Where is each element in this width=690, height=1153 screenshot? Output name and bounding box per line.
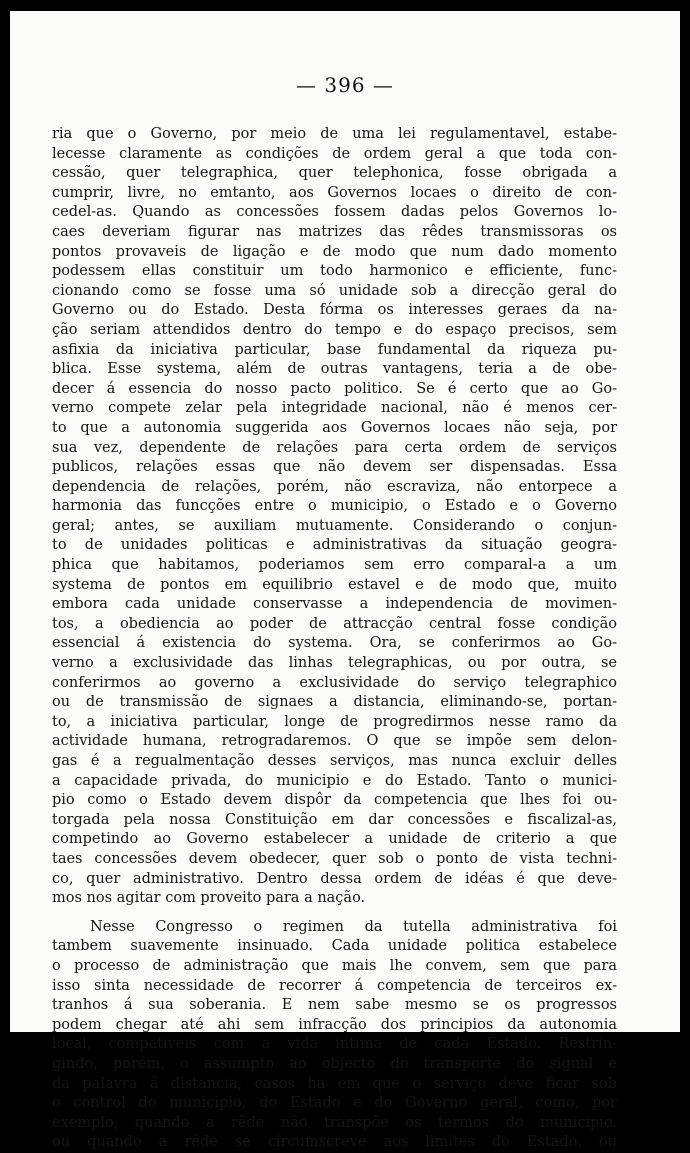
text-line: o control do municipio, do Estado e do Governo geral, como, por <box>52 1095 617 1112</box>
text-line: cessão, quer telegraphica, quer telephonica, fosse obrigada a <box>52 165 617 182</box>
text-line: a capacidade privada, do municipio e do Estado. Tanto o munici- <box>52 772 617 789</box>
text-line: cumprir, livre, no emtanto, aos Governos locaes o direito de con- <box>52 184 617 201</box>
paragraph-1 <box>52 125 617 909</box>
text-line: da palavra á distancia, casos ha em que o serviço deve ficar sob <box>52 1075 617 1092</box>
text-line: gas é a regualmentação desses serviços, mas nunca excluir delles <box>52 753 617 769</box>
text-line: gindo, porém, o assumpto ao objecto do transporte do signal e <box>52 1055 617 1072</box>
text-line: ou quando a rêde se circumscreve aos limites do Estado, ou <box>52 1134 617 1151</box>
text-line: phica que habitamos, poderiamos sem erro comparal-a a um <box>52 557 617 574</box>
text-line: pontos provaveis de ligação e de modo que num dado momento <box>52 243 617 260</box>
text-line: harmonia das funcções entre o municipio, o Estado e o Governo <box>52 498 617 515</box>
text-line: ou de transmissão de signaes a distancia, eliminando-se, portan- <box>52 694 617 711</box>
text-line: Nesse Congresso o regimen da tutella administrativa foi <box>90 918 617 935</box>
text-line: cedel-as. Quando as concessões fossem dadas pelos Governos lo- <box>52 204 617 221</box>
text-line: tambem suavemente insinuado. Cada unidade politica estabelece <box>52 938 617 955</box>
page-number: — 396 — <box>296 73 394 97</box>
text-line: sua vez, dependente de relações para certa ordem de serviços <box>52 439 617 456</box>
text-line: tos, a obediencia ao poder de attracção central fosse condição <box>52 615 617 632</box>
text-line: to, a iniciativa particular, longe de progredirmos nesse ramo da <box>52 713 617 730</box>
text-line: cionando como se fosse uma só unidade sob a direcção geral do <box>52 282 617 299</box>
text-line: essencial á existencia do systema. Ora, se conferirmos ao Go- <box>52 635 617 652</box>
text-line: taes concessões devem obedecer, quer sob o ponto de vista techni- <box>52 850 617 867</box>
text-line: ção seriam attendidos dentro do tempo e do espaço precisos, sem <box>52 321 617 338</box>
book-page <box>10 11 680 1151</box>
text-line: tranhos á sua soberania. E nem sabe mesmo se os progressos <box>52 997 617 1014</box>
text-line: podem chegar até ahi sem infracção dos principios da autonomia <box>52 1016 617 1033</box>
text-line: asfixia da iniciativa particular, base fundamental da riqueza pu- <box>52 341 617 358</box>
text-line: exemplo, quando a rêde não transpõe os termos do municipio. <box>52 1114 617 1131</box>
text-line: co, quer administrativo. Dentro dessa ordem de idéas é que deve- <box>52 870 617 887</box>
text-line: dependencia de relações, porém, não escraviza, não entorpece a <box>52 478 617 495</box>
paragraph-gap <box>52 909 617 918</box>
text-line: publicos, relações essas que não devem ser dispensadas. Essa <box>52 459 617 476</box>
text-line: lecesse claramente as condições de ordem geral a que toda con- <box>52 145 617 162</box>
text-line: isso sinta necessidade de recorrer á competencia de terceiros ex- <box>52 977 617 994</box>
text-line: to de unidades politicas e administrativas da situação geogra- <box>52 537 617 554</box>
text-line: mos nos agitar com proveito para a nação. <box>52 890 366 907</box>
paragraph-2 <box>52 918 617 1153</box>
text-line: geral; antes, se auxiliam mutuamente. Considerando o conjun- <box>52 517 617 534</box>
text-line: verno compete zelar pela integridade nacional, não é menos cer- <box>52 400 617 417</box>
text-line: pio como o Estado devem dispôr da competencia que lhes foi ou- <box>52 792 617 809</box>
text-line: ria que o Governo, por meio de uma lei regulamentavel, estabe- <box>52 126 617 142</box>
text-line: embora cada unidade conservasse a independencia de movimen- <box>52 596 617 613</box>
text-line: decer á essencia do nosso pacto politico. Se é certo que ao Go- <box>52 380 617 397</box>
text-line: to que a autonomia suggerida aos Governos locaes não seja, por <box>52 419 617 436</box>
text-line: competindo ao Governo estabelecer a unidade de criterio a que <box>52 831 617 848</box>
text-line: caes deveriam figurar nas matrizes das rêdes transmissoras os <box>52 223 617 240</box>
text-line: verno a exclusividade das linhas telegraphicas, ou por outra, se <box>52 655 617 672</box>
text-line: podessem ellas constituir um todo harmonico e efficiente, func- <box>52 263 617 280</box>
body-text <box>52 125 617 1153</box>
text-line: actividade humana, retrogradaremos. O que se impõe sem delon- <box>52 733 617 750</box>
text-line: Governo ou do Estado. Desta fórma os interesses geraes da na- <box>52 302 617 319</box>
text-line: blica. Esse systema, além de outras vantagens, teria a de obe- <box>52 361 617 378</box>
text-line: torgada pela nossa Constituição em dar concessões e fiscalizal-as, <box>52 811 617 828</box>
text-line: systema de pontos em equilibrio estavel e de modo que, muito <box>52 576 617 593</box>
text-line: conferirmos ao governo a exclusividade do serviço telegraphico <box>52 674 617 691</box>
text-line: local, compativeis com a vida intima de cada Estado. Restrin- <box>52 1036 617 1053</box>
text-line: o processo de administração que mais lhe convem, sem que para <box>52 957 617 974</box>
